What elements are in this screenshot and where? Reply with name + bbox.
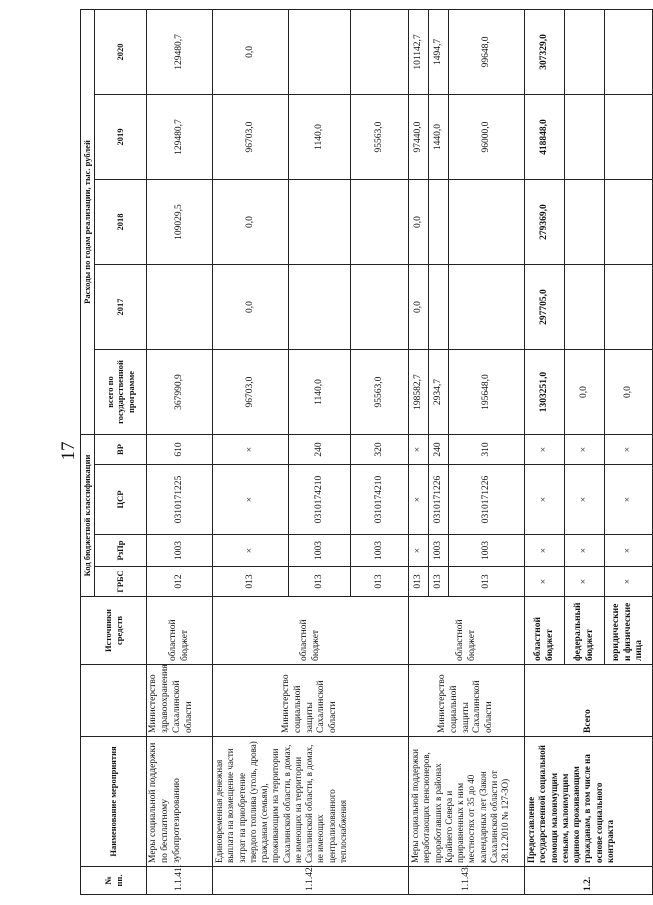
- header-grbs: ГРБС: [95, 567, 147, 597]
- executor: Министерство здравоохранения Сахалинской области: [147, 665, 213, 737]
- grbs-cell: ×: [565, 567, 605, 597]
- y2017-cell: 297705,0: [525, 265, 565, 350]
- y2020-cell: [289, 9, 351, 94]
- y2020-cell: 307329,0: [525, 9, 565, 94]
- rzpr-cell: 1003: [351, 535, 409, 567]
- y2018-cell: [351, 180, 409, 265]
- vr-cell: 310: [449, 435, 525, 465]
- vr-cell: 610: [147, 435, 213, 465]
- y2018-cell: [565, 180, 605, 265]
- csr-cell: 0310171225: [147, 465, 213, 535]
- page-number: 17: [58, 441, 79, 461]
- vr-cell: ×: [605, 435, 653, 465]
- csr-cell: ×: [409, 465, 429, 535]
- y2018-cell: 109029,5: [147, 180, 213, 265]
- table-row: [213, 9, 289, 894]
- executor: Всего: [525, 665, 653, 737]
- rotated-table-wrapper: [80, 10, 645, 895]
- y2019-cell: 97440,0: [409, 95, 429, 180]
- y2019-cell: [565, 95, 605, 180]
- measure-name: Предоставление государственной социальной помощи малоимущим семьям, малоимущим одиноко проживающим гражданам, в том числе на основе социального контракта: [525, 737, 653, 867]
- program-table: [80, 9, 653, 895]
- csr-cell: ×: [605, 465, 653, 535]
- row-number: 1.1.43.: [409, 867, 525, 895]
- y2018-cell: 0,0: [409, 180, 429, 265]
- total-cell: 367990,9: [147, 350, 213, 435]
- y2019-cell: 418848,0: [525, 95, 565, 180]
- y2019-cell: 96000,0: [449, 95, 525, 180]
- vr-cell: ×: [409, 435, 429, 465]
- vr-cell: ×: [213, 435, 289, 465]
- y2020-cell: 129480,7: [147, 9, 213, 94]
- header-executor: [81, 665, 147, 737]
- csr-cell: ×: [525, 465, 565, 535]
- csr-cell: 0310171226: [429, 465, 449, 535]
- rzpr-cell: 1003: [289, 535, 351, 567]
- total-cell: 195648,0: [449, 350, 525, 435]
- csr-cell: ×: [565, 465, 605, 535]
- grbs-cell: ×: [605, 567, 653, 597]
- grbs-cell: 013: [429, 567, 449, 597]
- grbs-cell: ×: [525, 567, 565, 597]
- rzpr-cell: 1003: [429, 535, 449, 567]
- y2020-cell: [351, 9, 409, 94]
- rzpr-cell: ×: [565, 535, 605, 567]
- fund-source: областной бюджет: [213, 597, 409, 665]
- csr-cell: 0310174210: [351, 465, 409, 535]
- y2017-cell: [147, 265, 213, 350]
- y2019-cell: 96703,0: [213, 95, 289, 180]
- y2020-cell: 1494,7: [429, 9, 449, 94]
- header-2019: 2019: [95, 95, 147, 180]
- header-expenses-group: Расходы по годам реализации, тыс. рублей: [81, 9, 95, 434]
- header-budget-group: Код бюджетной классификации: [81, 435, 95, 597]
- csr-cell: 0310171226: [449, 465, 525, 535]
- y2017-cell: 0,0: [409, 265, 429, 350]
- rzpr-cell: ×: [525, 535, 565, 567]
- fund-source: областной бюджет: [147, 597, 213, 665]
- grbs-cell: 013: [409, 567, 429, 597]
- header-vr: ВР: [95, 435, 147, 465]
- y2019-cell: 1440,0: [429, 95, 449, 180]
- rzpr-cell: ×: [409, 535, 429, 567]
- row-number: 1.1.42.: [213, 867, 409, 895]
- y2020-cell: 99648,0: [449, 9, 525, 94]
- y2018-cell: 279369,0: [525, 180, 565, 265]
- total-cell: 96703,0: [213, 350, 289, 435]
- executor: Министерство социальной защиты Сахалинской области: [409, 665, 525, 737]
- row-number: 1.2.: [525, 867, 653, 895]
- executor: Министерство социальной защиты Сахалинской области: [213, 665, 409, 737]
- rzpr-cell: 1003: [147, 535, 213, 567]
- table-row: [147, 9, 213, 894]
- grbs-cell: 013: [351, 567, 409, 597]
- fund-source: областной бюджет: [525, 597, 565, 665]
- y2017-cell: [429, 265, 449, 350]
- header-2017: 2017: [95, 265, 147, 350]
- y2017-cell: [605, 265, 653, 350]
- header-csr: ЦСР: [95, 465, 147, 535]
- table-row: [525, 9, 565, 894]
- y2019-cell: [605, 95, 653, 180]
- total-cell: 198582,7: [409, 350, 429, 435]
- measure-name: Единовременная денежная выплата на возмещение части затрат на приобретение твердого топлива (уголь, дрова) гражданам (семьям), проживающим на территории Сахалинской области, в домах, не имеющих на территории Сахалинской области, в домах, не имеющих централизованного теплоснабжения: [213, 737, 409, 867]
- vr-cell: 240: [289, 435, 351, 465]
- header-rzpr: РзПр: [95, 535, 147, 567]
- grbs-cell: 012: [147, 567, 213, 597]
- total-cell: 0,0: [605, 350, 653, 435]
- header-2018: 2018: [95, 180, 147, 265]
- y2018-cell: [289, 180, 351, 265]
- grbs-cell: 013: [289, 567, 351, 597]
- csr-cell: 0310174210: [289, 465, 351, 535]
- y2017-cell: [289, 265, 351, 350]
- grbs-cell: 013: [213, 567, 289, 597]
- fund-source: областной бюджет: [409, 597, 525, 665]
- y2019-cell: 129480,7: [147, 95, 213, 180]
- y2020-cell: [605, 9, 653, 94]
- measure-name: Меры социальной поддержки по бесплатному зубопротезированию: [147, 737, 213, 867]
- total-cell: 1140,0: [289, 350, 351, 435]
- header-name: Наименование мероприятия: [81, 737, 147, 867]
- y2018-cell: 0,0: [213, 180, 289, 265]
- row-number: 1.1.41.: [147, 867, 213, 895]
- y2018-cell: [449, 180, 525, 265]
- y2020-cell: [565, 9, 605, 94]
- y2020-cell: 101142,7: [409, 9, 429, 94]
- rzpr-cell: 1003: [449, 535, 525, 567]
- header-total: всего по государственной программе: [95, 350, 147, 435]
- vr-cell: ×: [525, 435, 565, 465]
- measure-name: Меры социальной поддержки неработающих пенсионеров, проработавших в районах Крайнего Севера и приравненных к ним местностях от 35 до 40 календарных лет (Закон Сахалинской области от 28.12.2010 № 127-ЗО): [409, 737, 525, 867]
- y2018-cell: [429, 180, 449, 265]
- y2019-cell: 95563,0: [351, 95, 409, 180]
- y2017-cell: [449, 265, 525, 350]
- rzpr-cell: ×: [213, 535, 289, 567]
- rzpr-cell: ×: [605, 535, 653, 567]
- header-2020: 2020: [95, 9, 147, 94]
- header-source: Источники средств: [81, 597, 147, 665]
- csr-cell: ×: [213, 465, 289, 535]
- y2017-cell: 0,0: [213, 265, 289, 350]
- vr-cell: ×: [565, 435, 605, 465]
- total-cell: 2934,7: [429, 350, 449, 435]
- y2017-cell: [351, 265, 409, 350]
- total-cell: 95563,0: [351, 350, 409, 435]
- header-num: № пп.: [81, 867, 147, 895]
- y2017-cell: [565, 265, 605, 350]
- total-cell: 0,0: [565, 350, 605, 435]
- fund-source: юридические и физические лица: [605, 597, 653, 665]
- vr-cell: 320: [351, 435, 409, 465]
- table-row: [409, 9, 429, 894]
- vr-cell: 240: [429, 435, 449, 465]
- grbs-cell: 013: [449, 567, 525, 597]
- y2020-cell: 0,0: [213, 9, 289, 94]
- y2018-cell: [605, 180, 653, 265]
- total-cell: 1303251,0: [525, 350, 565, 435]
- y2019-cell: 1140,0: [289, 95, 351, 180]
- fund-source: федеральный бюджет: [565, 597, 605, 665]
